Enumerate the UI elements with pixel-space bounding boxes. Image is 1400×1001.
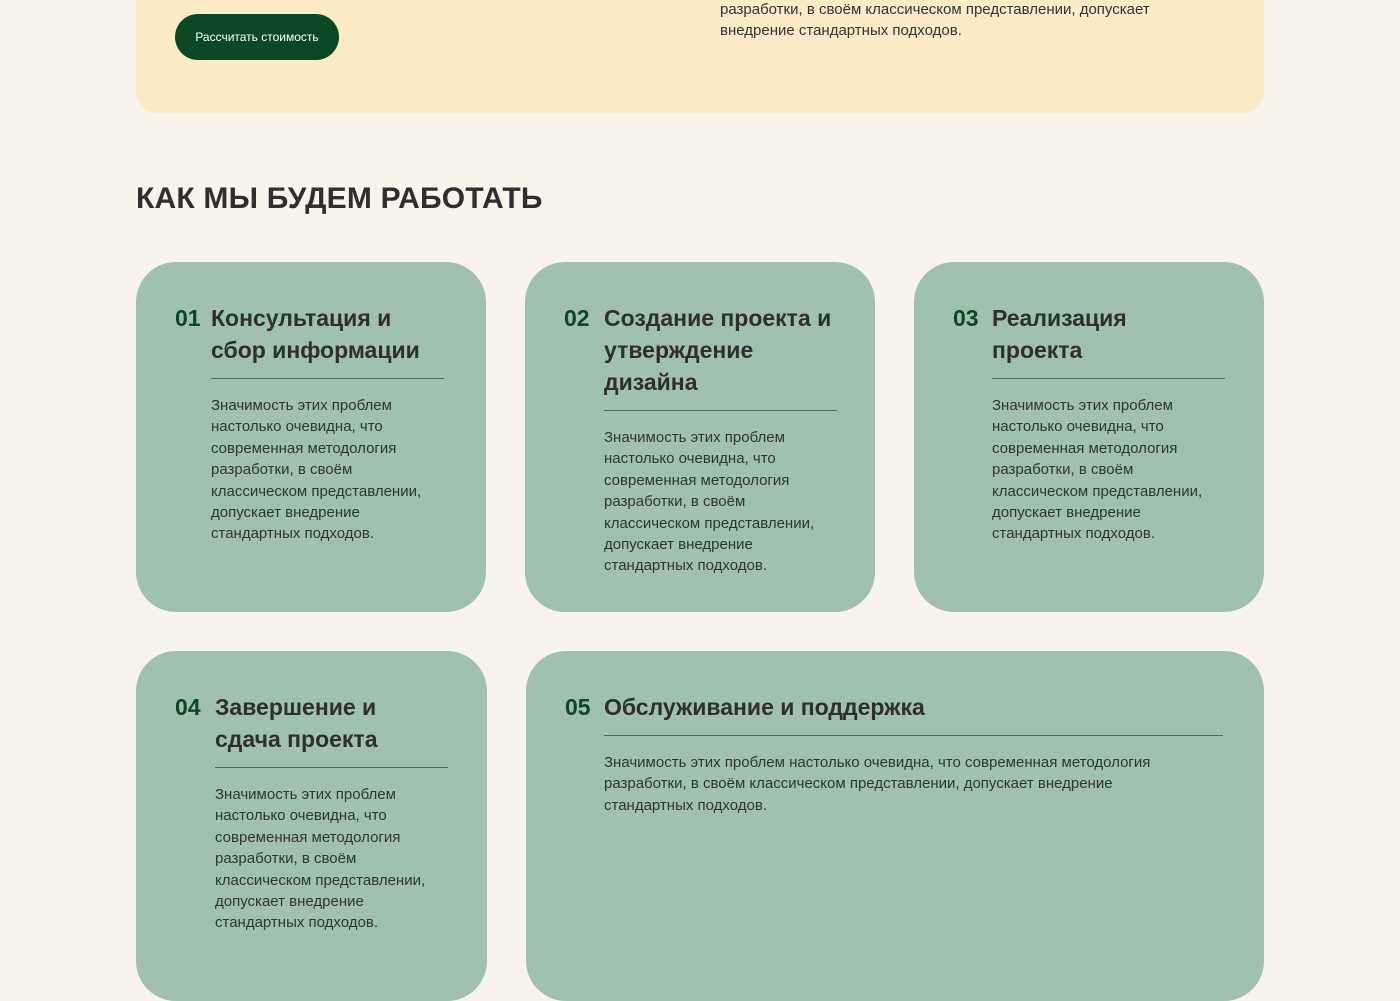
- step-description: Значимость этих проблем настолько очевидна, что современная методология разработки, в своём классическом представлении, допускает внедрение стандартных подходов.: [215, 786, 426, 932]
- step-card-3: [914, 262, 1264, 612]
- step-number: 03: [953, 305, 979, 331]
- step-divider: [211, 378, 444, 379]
- step-divider: [604, 410, 837, 411]
- step-card-2: [525, 262, 875, 612]
- step-divider: [215, 767, 448, 768]
- step-description: Значимость этих проблем настолько очевидна, что современная методология разработки, в своём классическом представлении, допускает внедрение стандартных подходов.: [604, 754, 1151, 814]
- section-title: КАК МЫ БУДЕМ РАБОТАТЬ: [136, 182, 543, 215]
- step-card-5: [526, 651, 1264, 1001]
- step-number: 04: [175, 694, 201, 720]
- step-description: Значимость этих проблем настолько очевидна, что современная методология разработки, в своём классическом представлении, допускает внедрение стандартных подходов.: [992, 397, 1203, 543]
- step-number: 01: [175, 305, 201, 331]
- step-description: Значимость этих проблем настолько очевидна, что современная методология разработки, в своём классическом представлении, допускает внедрение стандартных подходов.: [211, 397, 422, 543]
- step-title: Обслуживание и поддержка: [604, 694, 925, 720]
- step-description: Значимость этих проблем настолько очевидна, что современная методология разработки, в своём классическом представлении, допускает внедрение стандартных подходов.: [604, 429, 815, 575]
- top-banner: [136, 0, 1264, 113]
- step-title: Реализация проекта: [992, 305, 1127, 363]
- step-divider: [604, 735, 1223, 736]
- calculate-cost-button[interactable]: Рассчитать стоимость: [175, 14, 339, 60]
- step-number: 02: [564, 305, 590, 331]
- step-title: Создание проекта и утверждение дизайна: [604, 305, 832, 395]
- step-title: Завершение и сдача проекта: [215, 694, 378, 752]
- step-number: 05: [565, 694, 591, 720]
- step-card-4: [136, 651, 487, 1001]
- step-divider: [992, 378, 1225, 379]
- step-title: Консультация и сбор информации: [211, 305, 420, 363]
- banner-text: разработки, в своём классическом представлении, допускает внедрение стандартных подходов.: [720, 1, 1150, 39]
- step-card-1: [136, 262, 486, 612]
